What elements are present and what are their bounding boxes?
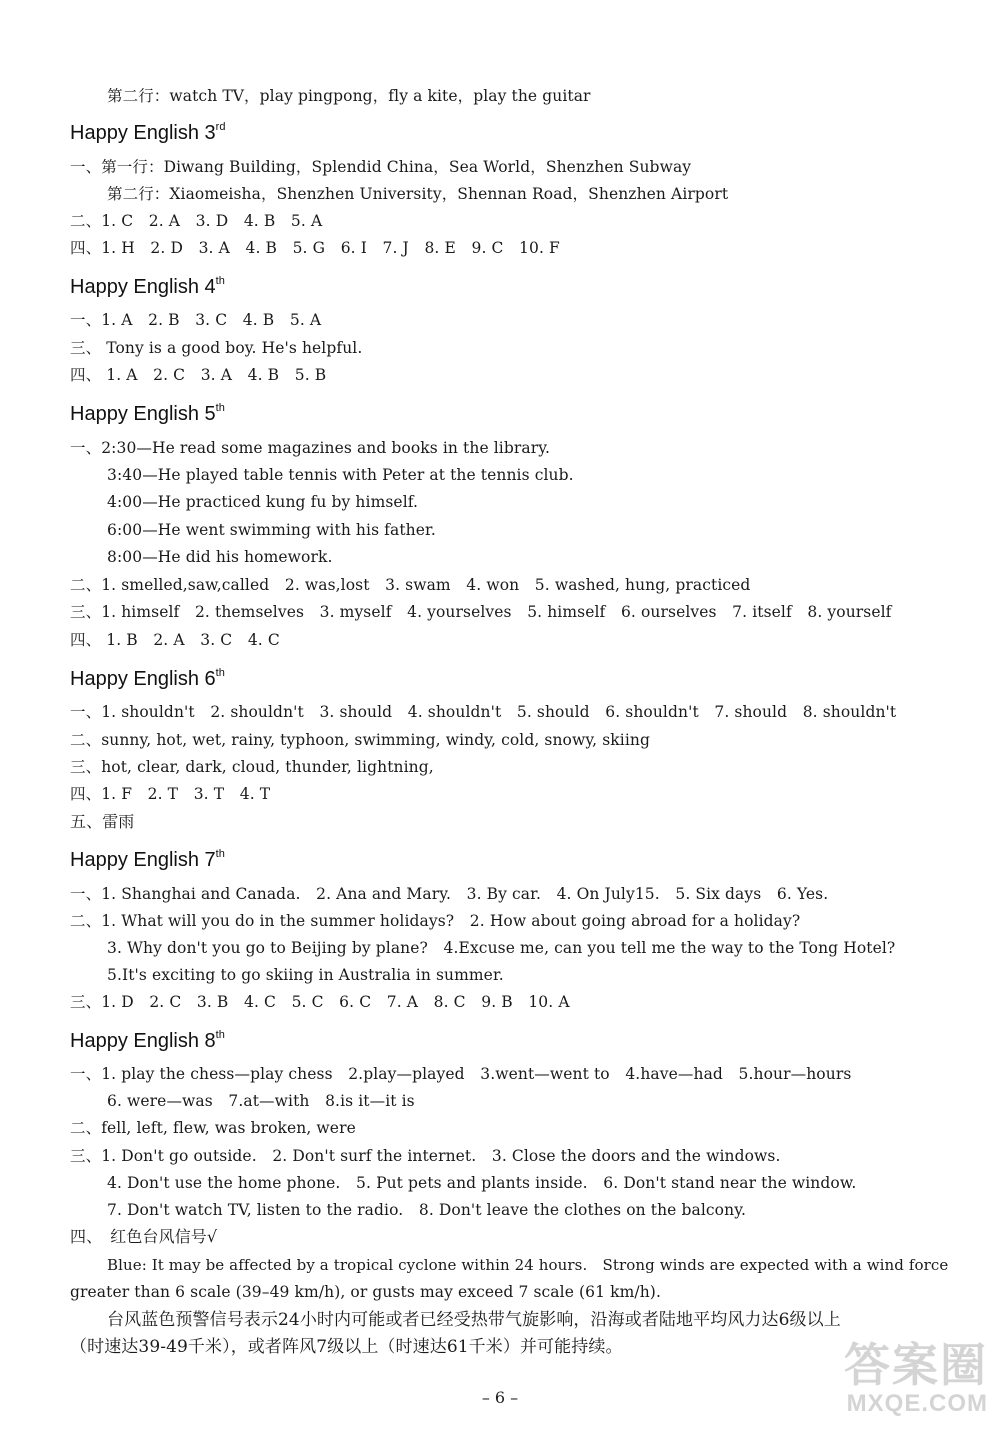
text-line: 7. Don't watch TV, listen to the radio. 8. Don't leave the clothes on the balcony. xyxy=(107,1201,747,1219)
text-line: Blue: It may be affected by a tropical cyclone within 24 hours. Strong winds are expected with a wind force xyxy=(107,1256,949,1274)
text-line: 三、hot, clear, dark, cloud, thunder, lightning, xyxy=(70,758,434,776)
section-heading-suffix: rd xyxy=(215,121,226,133)
text-line: 4:00—He practiced kung fu by himself. xyxy=(107,493,419,511)
text-line: 四、 红色台风信号√ xyxy=(70,1227,218,1246)
section-heading xyxy=(70,1029,225,1053)
section-heading xyxy=(70,848,225,872)
section-heading-text: Happy English 8 xyxy=(70,1030,216,1052)
text-line: greater than 6 scale (39–49 km/h), or gusts may exceed 7 scale (61 km/h). xyxy=(70,1283,661,1301)
text-line: 四、 1. B 2. A 3. C 4. C xyxy=(70,631,280,649)
watermark-logo xyxy=(818,1340,988,1418)
text-line: 四、1. H 2. D 3. A 4. B 5. G 6. I 7. J 8. E 9. C 10. F xyxy=(70,239,560,257)
text-line: 一、2:30—He read some magazines and books in the library. xyxy=(70,439,551,457)
text-line: 二、1. smelled,saw,called 2. was,lost 3. swam 4. won 5. washed, hung, practiced xyxy=(70,576,751,594)
watermark-url: MXQE.COM xyxy=(846,1390,988,1417)
text-line: 二、1. What will you do in the summer holidays? 2. How about going abroad for a holiday? xyxy=(70,912,801,930)
text-line: （时速达39-49千米），或者阵风7级以上（时速达61千米）并可能持续。 xyxy=(70,1337,623,1357)
text-line: 二、1. C 2. A 3. D 4. B 5. A xyxy=(70,212,323,230)
text-line: 五、雷雨 xyxy=(70,812,135,831)
text-line: 二、sunny, hot, wet, rainy, typhoon, swimming, windy, cold, snowy, skiing xyxy=(70,731,650,749)
section-heading-text: Happy English 5 xyxy=(70,403,216,425)
text-line: 四、1. F 2. T 3. T 4. T xyxy=(70,785,271,803)
section-heading-text: Happy English 4 xyxy=(70,276,216,298)
text-line: 三、1. D 2. C 3. B 4. C 5. C 6. C 7. A 8. C 9. B 10. A xyxy=(70,993,570,1011)
text-line: 3. Why don't you go to Beijing by plane? 4.Excuse me, can you tell me the way to the Tong Hotel? xyxy=(107,939,896,957)
text-line: 台风蓝色预警信号表示24小时内可能或者已经受热带气旋影响，沿海或者陆地平均风力达6级以上 xyxy=(107,1310,841,1330)
text-line: 第二行：Xiaomeisha，Shenzhen University，Shennan Road，Shenzhen Airport xyxy=(107,185,729,203)
text-line: 第二行：watch TV，play pingpong，fly a kite，play the guitar xyxy=(107,87,591,105)
text-line: 3:40—He played table tennis with Peter at the tennis club. xyxy=(107,466,574,484)
text-line: 4. Don't use the home phone. 5. Put pets and plants inside. 6. Don't stand near the window. xyxy=(107,1174,857,1192)
text-line: 一、1. A 2. B 3. C 4. B 5. A xyxy=(70,311,322,329)
text-line: 一、1. Shanghai and Canada. 2. Ana and Mary. 3. By car. 4. On July15. 5. Six days 6. Yes. xyxy=(70,885,829,903)
section-heading xyxy=(70,275,225,299)
section-heading-suffix: th xyxy=(215,402,225,414)
section-heading xyxy=(70,121,225,145)
text-line: 三、1. himself 2. themselves 3. myself 4. yourselves 5. himself 6. ourselves 7. itself 8. yourself xyxy=(70,603,892,621)
text-line: 一、第一行：Diwang Building，Splendid China，Sea World，Shenzhen Subway xyxy=(70,158,692,176)
section-heading-text: Happy English 3 xyxy=(70,122,216,144)
page-number: – 6 – xyxy=(481,1388,519,1407)
text-line: 三、1. Don't go outside. 2. Don't surf the internet. 3. Close the doors and the windows. xyxy=(70,1147,781,1165)
text-line: 一、1. play the chess—play chess 2.play—played 3.went—went to 4.have—had 5.hour—hours xyxy=(70,1065,852,1083)
text-line: 6. were—was 7.at—with 8.is it—it is xyxy=(107,1092,415,1110)
section-heading-suffix: th xyxy=(215,275,225,287)
section-heading-suffix: th xyxy=(215,848,225,860)
section-heading xyxy=(70,667,225,691)
text-line: 二、fell, left, flew, was broken, were xyxy=(70,1119,356,1137)
section-heading-text: Happy English 6 xyxy=(70,668,216,690)
text-line: 8:00—He did his homework. xyxy=(107,548,333,566)
text-line: 一、1. shouldn't 2. shouldn't 3. should 4. shouldn't 5. should 6. shouldn't 7. should 8. shouldn't xyxy=(70,703,897,721)
section-heading-text: Happy English 7 xyxy=(70,849,216,871)
text-line: 四、 1. A 2. C 3. A 4. B 5. B xyxy=(70,366,327,384)
section-heading-suffix: th xyxy=(215,667,225,679)
text-line: 三、 Tony is a good boy. He's helpful. xyxy=(70,339,363,357)
text-line: 6:00—He went swimming with his father. xyxy=(107,521,436,539)
section-heading xyxy=(70,402,225,426)
watermark-text: 答案圈 xyxy=(844,1339,988,1391)
section-heading-suffix: th xyxy=(215,1029,225,1041)
text-line: 5.It's exciting to go skiing in Australia in summer. xyxy=(107,966,504,984)
